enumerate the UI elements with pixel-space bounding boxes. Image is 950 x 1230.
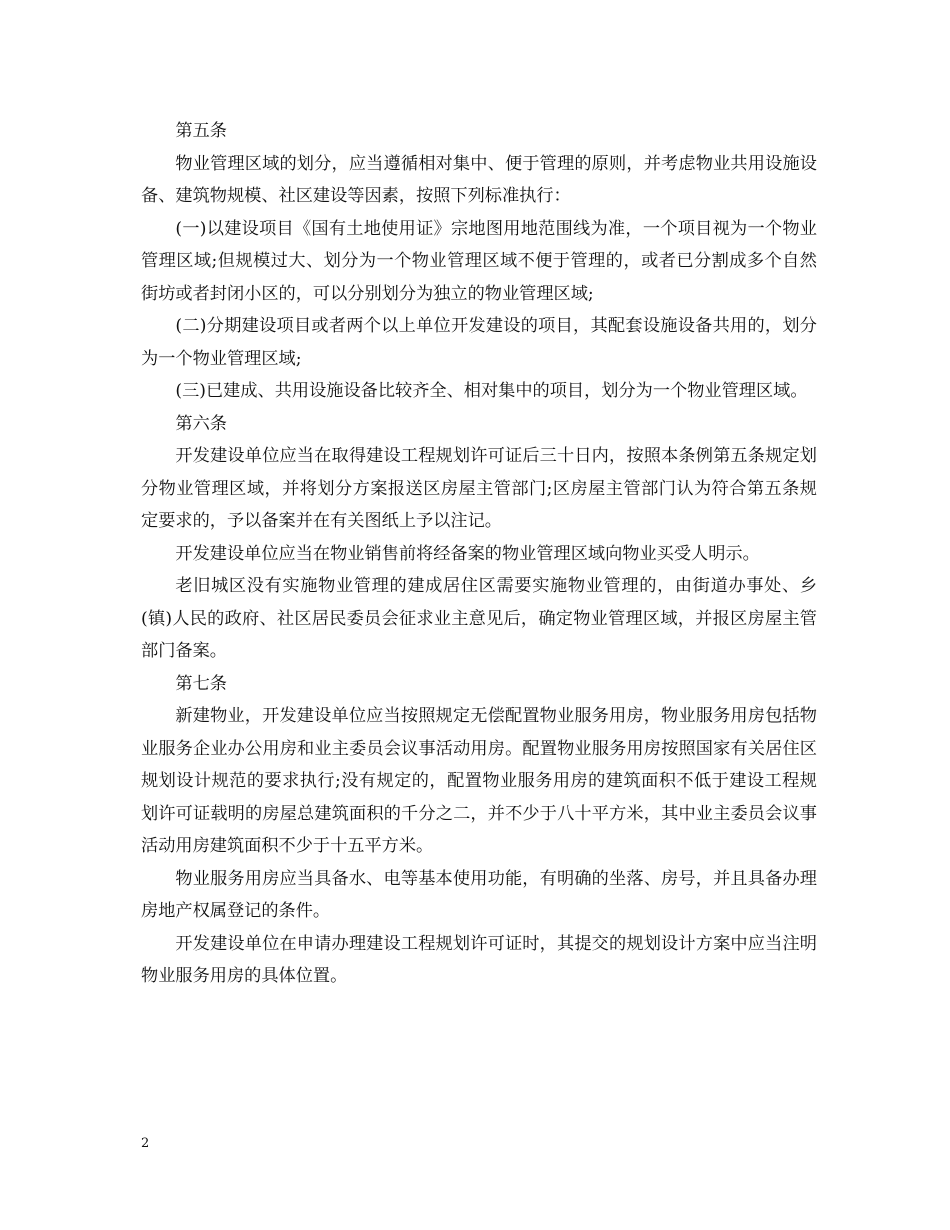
paragraph: 物业管理区域的划分，应当遵循相对集中、便于管理的原则，并考虑物业共用设施设备、建筑物规模、社区建设等因素，按照下列标准执行：	[141, 153, 817, 206]
paragraph: (一)以建设项目《国有土地使用证》宗地图用地范围线为准，一个项目视为一个物业管理区域;但规模过大、划分为一个物业管理区域不便于管理的，或者已分割成多个自然街坊或者封闭小区的，可以分别划分为独立的物业管理区域;	[141, 218, 817, 304]
paragraph: (三)已建成、共用设施设备比较齐全、相对集中的项目，划分为一个物业管理区域。	[175, 381, 808, 401]
article-heading-7: 第七条	[175, 673, 227, 694]
body-text	[141, 115, 817, 993]
paragraph: 新建物业，开发建设单位应当按照规定无偿配置物业服务用房，物业服务用房包括物业服务企业办公用房和业主委员会议事活动用房。配置物业服务用房按照国家有关居住区规划设计规范的要求执行;没有规定的，配置物业服务用房的建筑面积不低于建设工程规划许可证载明的房屋总建筑面积的千分之二，并不少于八十平方米，其中业主委员会议事活动用房建筑面积不少于十五平方米。	[141, 706, 817, 856]
page-number: 2	[141, 1136, 150, 1151]
article-heading-6: 第六条	[175, 413, 227, 434]
paragraph: 开发建设单位应当在取得建设工程规划许可证后三十日内，按照本条例第五条规定划分物业管理区域，并将划分方案报送区房屋主管部门;区房屋主管部门认为符合第五条规定要求的，予以备案并在有关图纸上予以注记。	[141, 446, 817, 531]
paragraph: 开发建设单位应当在物业销售前将经备案的物业管理区域向物业买受人明示。	[175, 543, 760, 564]
paragraph: 开发建设单位在申请办理建设工程规划许可证时，其提交的规划设计方案中应当注明物业服务用房的具体位置。	[141, 933, 817, 986]
paragraph: 物业服务用房应当具备水、电等基本使用功能，有明确的坐落、房号，并且具备办理房地产权属登记的条件。	[141, 868, 817, 921]
paragraph: 老旧城区没有实施物业管理的建成居住区需要实施物业管理的，由街道办事处、乡(镇)人民的政府、社区居民委员会征求业主意见后，确定物业管理区域，并报区房屋主管部门备案。	[141, 576, 817, 661]
paragraph: (二)分期建设项目或者两个以上单位开发建设的项目，其配套设施设备共用的，划分为一个物业管理区域;	[141, 316, 817, 369]
article-heading-5: 第五条	[175, 121, 227, 141]
